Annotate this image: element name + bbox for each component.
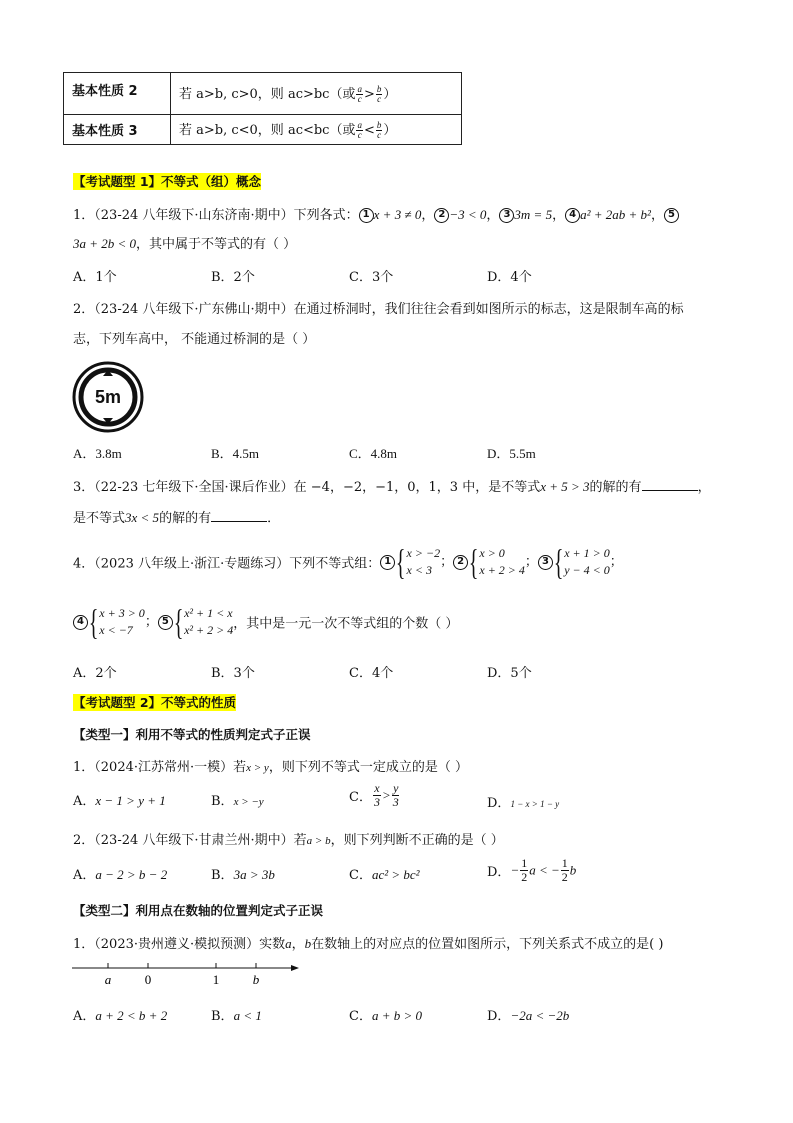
option-a[interactable]: A．3.8m xyxy=(73,446,122,461)
option-a[interactable]: A．2个 xyxy=(73,666,117,681)
option-b[interactable]: B．3a > 3b xyxy=(211,867,275,883)
type-title: 【类型二】利用点在数轴的位置判定式子正误 xyxy=(73,903,324,918)
sign-text: 5m xyxy=(94,387,122,407)
property-name: 基本性质 2 xyxy=(64,73,171,115)
option-a[interactable]: A．a + 2 < b + 2 xyxy=(73,1008,168,1024)
option-c[interactable]: C．a + b > 0 xyxy=(349,1008,422,1024)
option-c[interactable]: C．4.8m xyxy=(349,446,398,461)
option-a[interactable]: A．x − 1 > y + 1 xyxy=(73,793,166,809)
property-rule: 若 a>b, c<0，则 ac<bc（或 $\frac{a}{c}$ < $\frac{b}{c}$ ） xyxy=(171,115,462,145)
axis-label-a: a xyxy=(104,972,112,987)
property-rule: 若 a>b, c>0，则 ac>bc（或 $\frac{a}{c}$ > $\frac{b}{c}$ ） xyxy=(171,73,462,115)
question-4-systems: 4 { x + 3 > 0 x < −7 ； 5 { x² + 1 < x x² + 2 > 4 ，其中是一元一次不等式组的个数（ ） xyxy=(73,604,458,640)
table-row xyxy=(64,115,462,145)
table-row xyxy=(64,73,462,115)
section-title: 【考试题型 1】不等式（组）概念 xyxy=(73,174,262,189)
question-3-line1: 3．（22-23 七年级下·全国·课后作业）在 −4，−2，−1，0，1，3 中，是不等式x + 5 > 3的解的有 ， xyxy=(73,479,711,495)
option-b[interactable]: B．a < 1 xyxy=(211,1008,262,1024)
option-c[interactable]: C．3个 xyxy=(349,270,394,285)
answer-blank[interactable] xyxy=(642,490,698,491)
property-name: 基本性质 3 xyxy=(64,115,171,145)
option-b[interactable]: B．3个 xyxy=(211,666,255,681)
answer-blank[interactable] xyxy=(211,521,267,522)
question-3-line2: 是不等式3x < 5的解的有 ． xyxy=(73,510,281,526)
number-line xyxy=(70,960,300,1000)
fraction: $\frac{a}{c}$ xyxy=(357,84,362,104)
question-2-line1: 2．（23-24 八年级下·广东佛山·期中）在通过桥洞时，我们往往会看到如图所示的标志，这是限制车高的标 xyxy=(73,302,684,317)
question-4-stem: 4．（2023 八年级上·浙江·专题练习）下列不等式组： 1 { x > −2 x < 3 ； 2 { x > 0 x + 2 > 4 ； 3 { x + 1 > 0 y − 4 < 0 ； xyxy=(73,542,623,582)
option-d[interactable]: D．5.5m xyxy=(487,446,536,461)
fraction: $\frac{a}{c}$ xyxy=(357,120,362,140)
axis-label-zero: 0 xyxy=(144,972,152,987)
fraction: $\frac{b}{c}$ xyxy=(376,84,382,104)
question-1-stem: 1．（23-24 八年级下·山东济南·期中）下列各式： 1 x + 3 ≠ 0， 2 −3 < 0， 3 3m = 5， 4 a² + 2ab + b²， 5 xyxy=(73,204,679,223)
type1-question-2-stem: 2．（23-24 八年级下·甘肃兰州·期中）若a > b，则下列判断不正确的是（ ） xyxy=(73,833,504,848)
type1-question-1-stem: 1．（2024·江苏常州·一模）若x > y，则下列不等式一定成立的是（ ） xyxy=(73,760,468,775)
axis-label-one: 1 xyxy=(212,972,220,987)
axis-label-b: b xyxy=(252,972,260,987)
option-b[interactable]: B．2个 xyxy=(211,270,255,285)
option-a[interactable]: A．1个 xyxy=(73,270,117,285)
properties-table xyxy=(63,72,462,145)
option-d[interactable]: D．5个 xyxy=(487,666,532,681)
height-limit-sign-icon xyxy=(72,361,144,433)
fraction: $\frac{b}{c}$ xyxy=(376,120,382,140)
option-d[interactable]: D．−2a < −2b xyxy=(487,1008,570,1024)
option-a[interactable]: A．a − 2 > b − 2 xyxy=(73,867,168,883)
option-b[interactable]: B．4.5m xyxy=(211,446,260,461)
option-c[interactable]: C． $\frac{x}{3}$ > $\frac{y}{3}$ xyxy=(349,781,399,809)
question-1-tail: 3a + 2b < 0，其中属于不等式的有（ ） xyxy=(73,236,297,252)
option-d[interactable]: D．4个 xyxy=(487,270,532,285)
type2-question-1-stem: 1．（2023·贵州遵义·模拟预测）实数a，b在数轴上的对应点的位置如图所示，下列关系式不成立的是( ) xyxy=(73,936,664,952)
option-c[interactable]: C．4个 xyxy=(349,666,394,681)
type-title: 【类型一】利用不等式的性质判定式子正误 xyxy=(73,727,311,742)
section-title: 【考试题型 2】不等式的性质 xyxy=(73,695,237,710)
option-b[interactable]: B．x > −y xyxy=(211,794,264,809)
option-d[interactable]: D．− $\frac{1}{2}$ a < − $\frac{1}{2}$ b xyxy=(487,856,577,884)
option-d[interactable]: D．1 − x > 1 − y xyxy=(487,796,560,811)
option-c[interactable]: C．ac² > bc² xyxy=(349,867,420,883)
question-2-line2: 志，下列车高中， 不能通过桥洞的是（ ） xyxy=(73,332,316,347)
